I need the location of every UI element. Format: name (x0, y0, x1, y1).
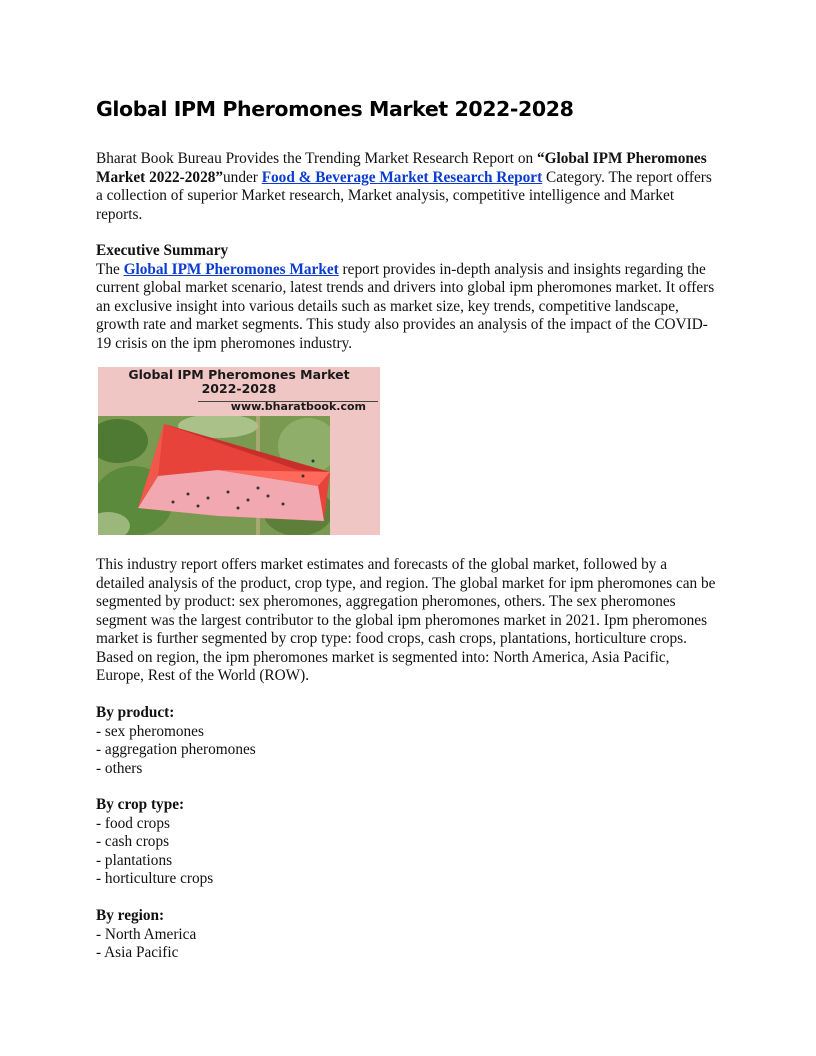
intro-text-under: under (223, 168, 262, 186)
list-item: - food crops (96, 814, 170, 832)
intro-text-rest: Category. The report offers a collection of superior Market research, Market analysis, competitive intelligence and Market reports. (96, 168, 712, 223)
cover-title-line2: 2022-2028 (201, 381, 277, 396)
executive-summary-paragraph (96, 242, 718, 353)
list-item: - others (96, 759, 143, 777)
list-item: - North America (96, 925, 197, 943)
report-cover-image (98, 367, 380, 535)
market-link[interactable]: Global IPM Pheromones Market (123, 260, 339, 278)
cover-url: www.bharatbook.com (230, 400, 366, 413)
by-product-heading: By product: (96, 704, 175, 721)
by-crop-type-heading: By crop type: (96, 796, 185, 813)
list-item: - sex pheromones (96, 722, 204, 740)
by-region-list (96, 907, 196, 963)
report-name: “Global IPM Pheromones Market 2022-2028” (96, 150, 707, 186)
by-product-list (96, 704, 256, 778)
executive-text: The (96, 260, 124, 278)
intro-text: Bharat Book Bureau Provides the Trending Market Research Report on (96, 150, 537, 167)
executive-text-rest: report provides in-depth analysis and insights regarding the current global market scenario, latest trends and drivers into global ipm pheromones market. It offers an exclusive insight into various details such as market size, key trends, competitive landscape, growth rate and market segments. This study also provides an analysis of the impact of the COVID-19 crisis on the ipm pheromones industry. (96, 260, 715, 352)
by-crop-type-list (96, 796, 213, 889)
list-item: - horticulture crops (96, 870, 214, 887)
page-title: Global IPM Pheromones Market 2022-2028 (96, 97, 574, 121)
cover-title (98, 368, 380, 396)
by-region-heading: By region: (96, 907, 165, 924)
intro-paragraph (96, 150, 718, 224)
category-link[interactable]: Food & Beverage Market Research Report (261, 168, 543, 186)
list-item: - Asia Pacific (96, 944, 179, 961)
industry-report-paragraph: This industry report offers market estimates and forecasts of the global market, followed by a detailed analysis of the product, crop type, and region. The global market for ipm pheromones can be segmented by product: sex pheromones, aggregation pheromones, others. The sex pheromones segment was the largest contributor to the global ipm pheromones market in 2021. Ipm pheromones market is further segmented by crop type: food crops, cash crops, plantations, horticulture crops. Based on region, the ipm pheromones market is segmented into: North America, Asia Pacific, Europe, Rest of the World (ROW). (96, 556, 716, 684)
cover-title-line1: Global IPM Pheromones Market (128, 367, 350, 382)
list-item: - aggregation pheromones (96, 741, 256, 758)
list-item: - cash crops (96, 833, 170, 850)
executive-summary-heading: Executive Summary (96, 242, 229, 259)
list-item: - plantations (96, 851, 173, 869)
pheromone-trap-photo (98, 416, 330, 535)
